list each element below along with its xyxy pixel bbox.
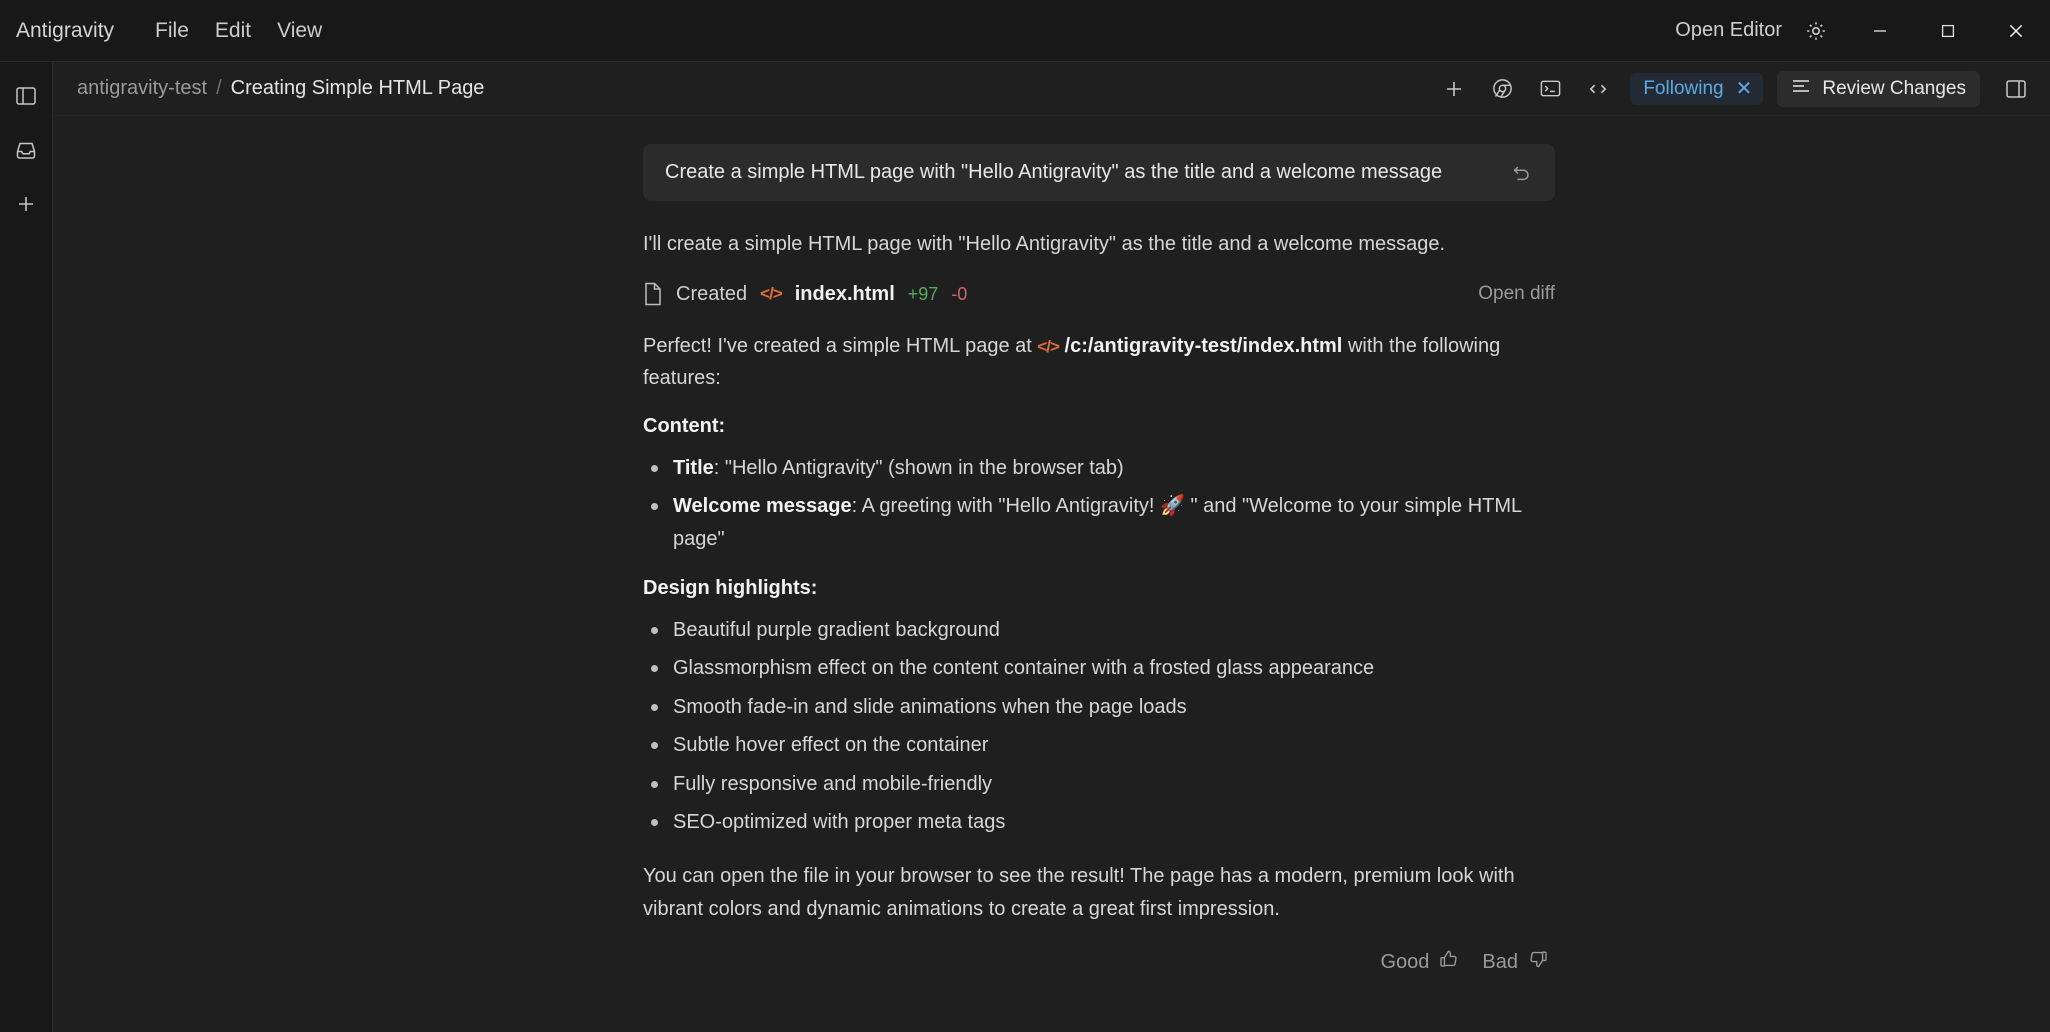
breadcrumb-leaf[interactable]: Creating Simple HTML Page	[230, 77, 485, 99]
user-message	[643, 144, 1555, 201]
menu-file[interactable]: File	[155, 18, 189, 42]
design-bullet-list	[643, 614, 1555, 838]
revert-icon[interactable]	[1511, 162, 1533, 184]
file-change-card[interactable]	[643, 282, 1555, 306]
list-item: Fully responsive and mobile-friendly	[643, 768, 1555, 800]
assistant-path-paragraph	[643, 330, 1555, 395]
conversation-scroll-area[interactable]	[53, 116, 2050, 1032]
feedback-bad-label: Bad	[1482, 950, 1518, 973]
list-item-bold: Welcome message	[673, 495, 852, 518]
body-wrapper	[0, 62, 2050, 1032]
list-item	[643, 490, 1555, 555]
new-task-plus-icon[interactable]	[6, 184, 46, 224]
terminal-icon[interactable]	[1528, 69, 1572, 109]
open-editor-button[interactable]: Open Editor	[1675, 19, 1782, 41]
paragraph-prefix: Perfect! I've created a simple HTML page at	[643, 335, 1032, 357]
user-message-text: Create a simple HTML page with "Hello Antigravity" as the title and a welcome message	[665, 161, 1443, 183]
list-item: Beautiful purple gradient background	[643, 614, 1555, 646]
gear-icon[interactable]	[1796, 11, 1836, 51]
review-changes-label: Review Changes	[1822, 77, 1966, 99]
lines-removed: -0	[951, 283, 968, 304]
list-item	[643, 452, 1555, 484]
following-label: Following	[1643, 77, 1724, 99]
thumbs-down-icon[interactable]	[1527, 948, 1549, 976]
feedback-good-button[interactable]	[1374, 945, 1466, 979]
close-icon[interactable]: ✕	[1735, 77, 1753, 100]
document-icon	[643, 282, 663, 306]
activity-rail	[0, 62, 53, 1032]
list-icon	[1791, 78, 1811, 100]
list-item: Smooth fade-in and slide animations when the page loads	[643, 691, 1555, 723]
code-icon: </>	[760, 284, 782, 303]
design-heading: Design highlights:	[643, 576, 818, 599]
list-item-text: : A greeting with "Hello Antigravity! 🚀 " and "Welcome to your simple HTML page"	[673, 495, 1522, 550]
new-conversation-plus-icon[interactable]	[1432, 69, 1476, 109]
sidebar-toggle-icon[interactable]	[6, 76, 46, 116]
file-change-action: Created	[676, 282, 748, 305]
thumbs-up-icon[interactable]	[1438, 948, 1460, 976]
list-item: Subtle hover effect on the container	[643, 729, 1555, 761]
open-diff-button[interactable]: Open diff	[1478, 283, 1555, 304]
conversation-content	[643, 116, 1555, 979]
maximize-icon[interactable]	[1914, 0, 1982, 62]
breadcrumb-separator: /	[216, 77, 222, 99]
lines-added: +97	[907, 283, 939, 304]
inbox-icon[interactable]	[6, 130, 46, 170]
file-change-filename[interactable]: index.html	[794, 282, 895, 305]
content-bullet-list	[643, 452, 1555, 555]
file-path-link[interactable]: /c:/antigravity-test/index.html	[1064, 335, 1343, 357]
feedback-row	[643, 945, 1555, 979]
breadcrumb-root[interactable]: antigravity-test	[77, 77, 208, 99]
minimize-icon[interactable]	[1846, 0, 1914, 62]
list-item-bold: Title	[673, 456, 714, 479]
menu-view[interactable]: View	[277, 18, 323, 42]
list-item: SEO-optimized with proper meta tags	[643, 806, 1555, 838]
code-icon: </>	[1037, 337, 1059, 356]
assistant-closing: You can open the file in your browser to see the result! The page has a modern, premium look with vibrant colors and dynamic animations to create a great first impression.	[643, 865, 1515, 920]
assistant-intro: I'll create a simple HTML page with "Hello Antigravity" as the title and a welcome message.	[643, 233, 1446, 255]
browser-icon[interactable]	[1480, 69, 1524, 109]
top-toolbar	[53, 62, 2050, 116]
close-icon[interactable]	[1982, 0, 2050, 62]
app-name: Antigravity	[16, 18, 115, 42]
list-item-text: : "Hello Antigravity" (shown in the browser tab)	[713, 456, 1124, 479]
paragraph-suffix: with the following features:	[643, 335, 1501, 390]
feedback-good-label: Good	[1380, 950, 1430, 973]
main-column	[53, 62, 2050, 1032]
menu-edit[interactable]: Edit	[214, 18, 252, 42]
right-panel-toggle-icon[interactable]	[1994, 69, 2038, 109]
title-bar	[0, 0, 2050, 62]
feedback-bad-button[interactable]	[1476, 945, 1555, 979]
content-heading: Content:	[643, 414, 726, 437]
review-changes-button[interactable]	[1777, 71, 1980, 107]
title-bar-right-group	[1665, 0, 2050, 61]
list-item: Glassmorphism effect on the content container with a frosted glass appearance	[643, 652, 1555, 684]
following-badge[interactable]	[1630, 73, 1763, 105]
code-view-icon[interactable]	[1576, 69, 1620, 109]
toolbar-right-group	[1432, 69, 2038, 109]
